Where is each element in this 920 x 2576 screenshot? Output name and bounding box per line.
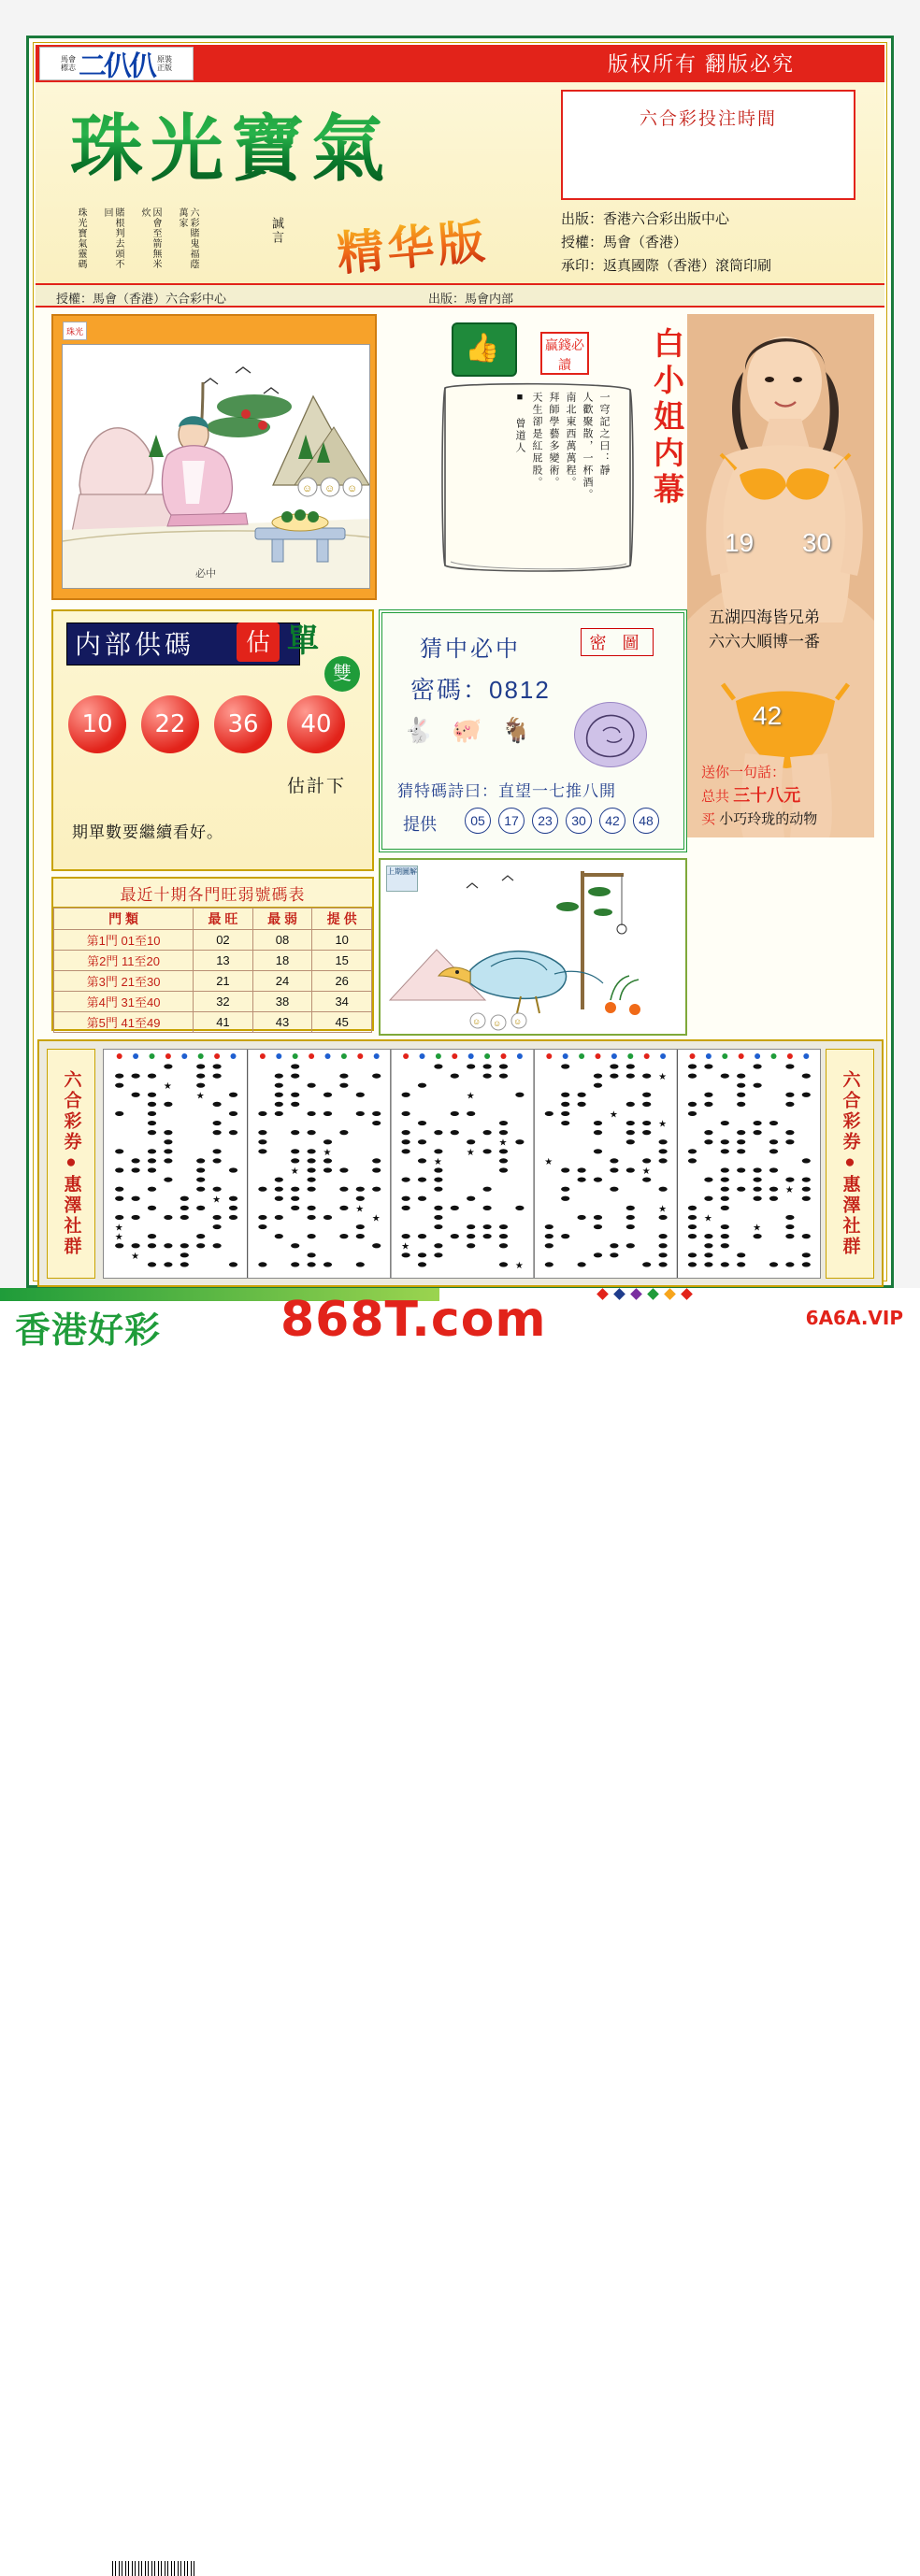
gate-range: 11至20 — [122, 954, 160, 968]
table-cell-hot: 41 — [194, 1012, 253, 1033]
svg-text:☺: ☺ — [472, 1017, 482, 1026]
svg-text:★: ★ — [163, 1081, 172, 1093]
scroll-panel — [439, 379, 636, 580]
hot-cold-table-panel — [51, 877, 374, 1031]
gate-label: 第1門 — [86, 934, 118, 948]
supply-gu-badge: 估 — [237, 623, 280, 662]
svg-text:必中: 必中 — [195, 568, 216, 580]
side-label-left — [47, 1049, 95, 1279]
svg-text:★: ★ — [290, 1166, 299, 1177]
lady-couplet-line-2: 六六大順博一番 — [709, 633, 820, 651]
guess-number: 23 — [532, 808, 558, 834]
table-cell-gate — [54, 992, 194, 1012]
internal-supply-panel — [51, 609, 374, 871]
table-header-cell: 提 供 — [312, 909, 372, 930]
publisher-line-1: 出版：香港六合彩出版中心 — [561, 211, 730, 227]
illustration-svg — [63, 345, 370, 589]
header-vcol-1: 珠光寶氣靈碼 — [76, 208, 86, 269]
rabbit-icon: 🐇 — [403, 716, 434, 744]
guess-panel — [379, 609, 687, 852]
illustration-badge: 珠光 — [63, 322, 87, 340]
lottery-dot-grid-section — [37, 1039, 884, 1287]
header-vcol-3: 因會至箭無米炊 — [139, 208, 161, 269]
gate-range: 41至49 — [121, 1016, 161, 1030]
thumb-glyph: 👍 — [465, 333, 500, 364]
lady-couplet-line-1: 五湖四海皆兄弟 — [709, 608, 820, 626]
bet-time-title: 六合彩投注時間 — [639, 109, 777, 129]
logo-right-text: 原裝正版 — [157, 55, 172, 72]
guess-animal-icons — [403, 716, 581, 753]
supply-ball: 10 — [68, 695, 126, 753]
svg-text:★: ★ — [323, 1147, 332, 1158]
table-row — [54, 1012, 372, 1033]
hot-cold-table — [53, 908, 372, 1033]
lady-footer-total-value: 三十八元 — [733, 786, 801, 805]
page-subtitle: 精华版 — [334, 204, 491, 284]
table-cell-hot: 21 — [194, 971, 253, 992]
table-cell-provide: 45 — [312, 1012, 372, 1033]
guess-number: 42 — [599, 808, 625, 834]
svg-text:★: ★ — [753, 1223, 762, 1234]
table-row — [54, 951, 372, 971]
pig-icon: 🐖 — [452, 716, 482, 744]
svg-text:★: ★ — [114, 1232, 123, 1243]
supply-ball: 22 — [141, 695, 199, 753]
thumbs-up-icon — [452, 322, 517, 377]
gate-range: 21至30 — [121, 975, 161, 989]
page-title: 珠光寶氣 — [70, 98, 538, 201]
svg-text:☺: ☺ — [347, 483, 358, 494]
dot-grid — [103, 1049, 821, 1279]
poem-col-3: 南北東西萬萬程。 — [565, 392, 576, 489]
table-header-cell: 最 旺 — [194, 909, 253, 930]
table-cell-cold: 24 — [252, 971, 312, 992]
previous-issue-badge: 上期圖解 — [386, 866, 418, 892]
svg-text:★: ★ — [433, 1156, 442, 1167]
previous-issue-illustration — [379, 858, 687, 1036]
guess-code-value: 0812 — [489, 676, 551, 704]
supply-shuang-badge: 雙 — [324, 656, 360, 692]
guess-provide-label: 提供 — [403, 815, 437, 834]
lady-number-2: 30 — [802, 528, 832, 557]
lady-footer-line-1: 送你一句話： — [701, 765, 786, 780]
table-cell-gate — [54, 930, 194, 951]
svg-text:★: ★ — [212, 1195, 222, 1206]
svg-text:☺: ☺ — [493, 1019, 502, 1028]
side-label-right — [826, 1049, 874, 1279]
supply-dan-label: 單 — [287, 623, 319, 659]
lady-footer-line-3 — [701, 809, 888, 831]
face-sketch-svg — [575, 703, 648, 768]
gate-range: 01至10 — [121, 934, 161, 948]
guess-code — [410, 671, 551, 706]
guess-code-label: 密碼： — [410, 676, 490, 704]
guess-number: 17 — [498, 808, 525, 834]
header-strip-right: 出版：馬會内部 — [428, 292, 514, 306]
table-cell-cold: 43 — [252, 1012, 312, 1033]
must-read-stamp-text: 贏錢必讀 — [545, 337, 584, 372]
svg-text:★: ★ — [784, 1185, 794, 1196]
publisher-line-2: 授權：馬會（香港） — [561, 235, 688, 250]
must-read-stamp — [540, 332, 589, 375]
poem-col-5: 天生卻是紅屁股。 — [531, 392, 542, 489]
supply-ball-list — [68, 695, 367, 761]
svg-text:★: ★ — [658, 1072, 668, 1083]
gate-label: 第5門 — [86, 1016, 118, 1030]
table-cell-cold: 18 — [252, 951, 312, 971]
poem-col-6: ■ 曾道人 — [514, 392, 525, 454]
gate-range: 31至40 — [121, 995, 161, 1009]
guess-title: 猜中必中 — [420, 637, 521, 662]
guess-number: 05 — [465, 808, 491, 834]
poem-col-2: 人歡聚散，一杯酒。 — [582, 392, 593, 501]
header-motto: 誠言 — [270, 217, 284, 245]
svg-text:★: ★ — [641, 1166, 651, 1177]
guess-number: 30 — [566, 808, 592, 834]
lady-footer-buy-label: 买 — [701, 811, 716, 827]
footer-diamonds — [598, 1288, 711, 1301]
guess-poem: 猜特碼詩曰：直望一七推八開 — [397, 782, 616, 800]
barcode — [112, 2561, 196, 2576]
table-header-cell: 門 類 — [54, 909, 194, 930]
supply-ball: 36 — [214, 695, 272, 753]
lady-section-title: 白小姐内幕 — [650, 327, 684, 509]
table-cell-gate — [54, 951, 194, 971]
svg-text:★: ★ — [703, 1213, 712, 1224]
table-cell-cold: 38 — [252, 992, 312, 1012]
poem-columns — [451, 392, 610, 551]
gate-label: 第2門 — [87, 954, 119, 968]
table-cell-hot: 32 — [194, 992, 253, 1012]
svg-text:★: ★ — [195, 1091, 205, 1102]
illustration-image — [62, 344, 370, 589]
lady-number-1: 19 — [725, 528, 755, 557]
side-label-left-text: 六合彩券●惠澤社群 — [61, 1070, 81, 1257]
table-row — [54, 971, 372, 992]
svg-text:★: ★ — [466, 1091, 475, 1102]
footer-brand-cn: 香港好彩 — [15, 1311, 162, 1351]
svg-text:★: ★ — [131, 1251, 140, 1262]
table-cell-provide: 15 — [312, 951, 372, 971]
footer-watermark: 6A6A.VIP — [805, 1307, 903, 1329]
header-strip-left: 授權：馬會（香港）六合彩中心 — [56, 292, 227, 306]
footer-site: 868T.com — [280, 1292, 547, 1348]
svg-text:★: ★ — [371, 1213, 381, 1224]
dot-grid-svg — [104, 1050, 820, 1278]
svg-text:★: ★ — [114, 1223, 123, 1234]
illustration-panel — [51, 314, 377, 600]
table-cell-gate — [54, 971, 194, 992]
table-cell-gate — [54, 1012, 194, 1033]
header-vcol-4: 六彩賭鬼福蔭萬家 — [177, 208, 198, 269]
svg-text:★: ★ — [498, 1138, 508, 1149]
lady-footer-total-label: 总共 — [701, 789, 730, 805]
secret-map-badge: 密 圖 — [581, 628, 654, 656]
svg-text:☺: ☺ — [324, 483, 336, 494]
table-cell-hot: 02 — [194, 930, 253, 951]
supply-ball: 40 — [287, 695, 345, 753]
svg-text:★: ★ — [514, 1260, 524, 1271]
supply-estimate-label: 估計下 — [287, 777, 347, 796]
bet-time-box — [561, 90, 855, 200]
publisher-info — [561, 208, 870, 278]
table-header-row — [54, 909, 372, 930]
gate-label: 第3門 — [86, 975, 118, 989]
table-cell-provide: 10 — [312, 930, 372, 951]
table-cell-provide: 26 — [312, 971, 372, 992]
lady-couplet — [709, 606, 886, 654]
lady-footer-line-2 — [701, 784, 888, 809]
svg-text:☺: ☺ — [302, 483, 313, 494]
svg-text:★: ★ — [658, 1204, 668, 1215]
header-strip — [36, 283, 884, 308]
poem-col-1: 一穹記之曰：靜 — [598, 392, 610, 477]
face-sketch-icon — [574, 702, 647, 767]
table-cell-provide: 34 — [312, 992, 372, 1012]
supply-title-text: 内部供碼 — [75, 630, 195, 659]
supply-note: 期單數要繼續看好。 — [72, 823, 223, 841]
publisher-line-3: 承印：返真國際（香港）滾筒印刷 — [561, 258, 772, 274]
guess-number: 48 — [633, 808, 659, 834]
svg-text:★: ★ — [609, 1109, 618, 1121]
logo-badge — [39, 47, 194, 83]
lady-photo-svg — [687, 314, 874, 837]
table-cell-cold: 08 — [252, 930, 312, 951]
lady-footer-note — [701, 762, 888, 831]
table-row — [54, 992, 372, 1012]
lady-photo — [687, 314, 874, 837]
svg-text:☺: ☺ — [513, 1017, 523, 1026]
table-row — [54, 930, 372, 951]
svg-text:★: ★ — [466, 1147, 475, 1158]
svg-text:★: ★ — [544, 1156, 553, 1167]
copyright-notice: 版权所有 翻版必究 — [607, 52, 796, 76]
guess-number-list — [465, 808, 659, 834]
logo-mid-text: 二仈仈 — [79, 50, 154, 83]
lady-number-3: 42 — [753, 701, 783, 730]
gate-label: 第4門 — [86, 995, 118, 1009]
bird-illustration-svg — [381, 860, 685, 1034]
svg-text:★: ★ — [355, 1204, 365, 1215]
side-label-right-text: 六合彩券●惠澤社群 — [840, 1070, 860, 1257]
lady-footer-buy-value: 小巧玲珑的动物 — [719, 811, 818, 827]
header-vcol-2: 賭根判去頭不回 — [102, 208, 123, 269]
table-header-cell: 最 弱 — [252, 909, 312, 930]
hot-cold-table-title: 最近十期各門旺弱號碼表 — [53, 879, 372, 908]
goat-icon: 🐐 — [500, 716, 532, 744]
header-vertical-columns — [75, 208, 355, 273]
svg-text:★: ★ — [658, 1119, 668, 1130]
poem-col-4: 拜師學藝多變術。 — [548, 392, 559, 489]
table-cell-hot: 13 — [194, 951, 253, 971]
svg-text:★: ★ — [401, 1241, 410, 1252]
logo-left-text: 馬會標志 — [61, 55, 76, 72]
